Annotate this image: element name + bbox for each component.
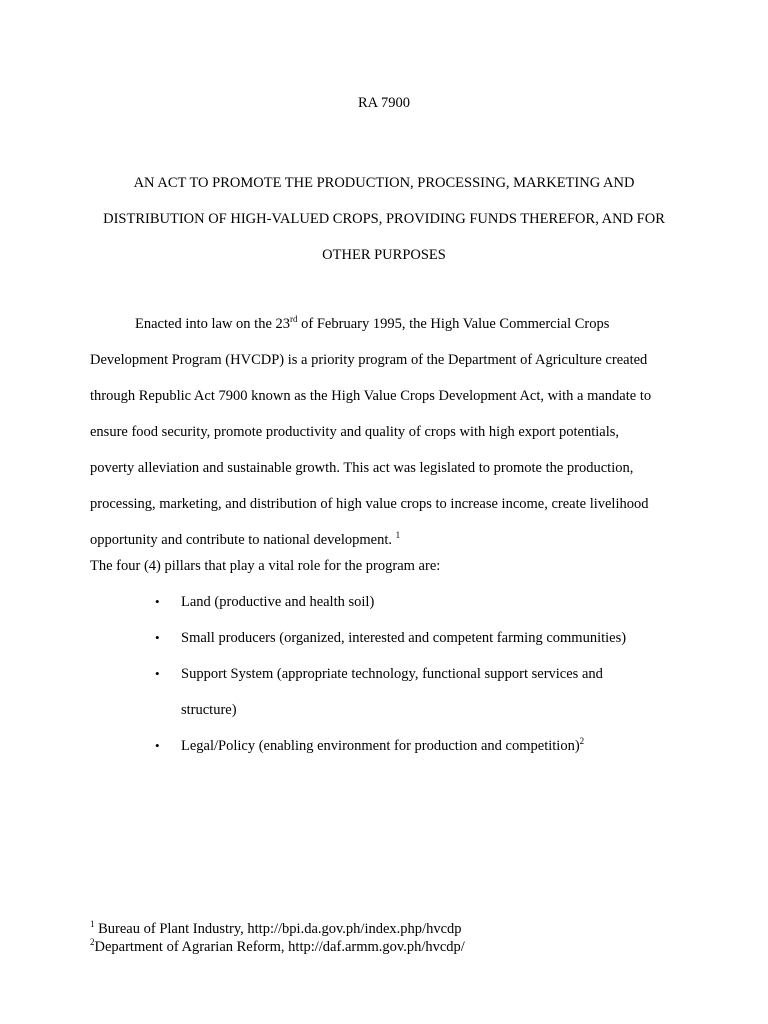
pillar-text: Support System (appropriate technology, functional support services and [181,666,603,682]
act-title-line: OTHER PURPOSES [322,247,446,263]
paragraph-text: opportunity and contribute to national development. [90,532,396,548]
paragraph-line: Development Program (HVCDP) is a priority program of the Department of Agriculture created [90,352,648,368]
paragraph-text: of February 1995, the High Value Commercial Crops [297,316,610,332]
document-code: RA 7900 [358,95,410,111]
list-item [0,620,768,656]
footnote-2 [90,938,690,956]
paragraph-line: ensure food security, promote productivity and quality of crops with high export potentials, [90,424,620,440]
bullet-icon: • [155,594,160,609]
pillars-list [0,584,768,764]
bullet-icon: • [155,666,160,681]
paragraph-line: through Republic Act 7900 known as the High Value Crops Development Act, with a mandate to [90,388,652,404]
list-item [0,656,768,728]
pillars-intro: The four (4) pillars that play a vital role for the program are: [90,558,441,574]
footnote-mark: 1 [90,919,95,929]
pillar-text: Legal/Policy (enabling environment for production and competition) [181,738,580,754]
paragraph-line: processing, marketing, and distribution of high value crops to increase income, create livelihood [90,496,649,512]
paragraph-line [90,522,680,558]
footnote-1 [90,920,690,938]
body-paragraph [90,306,680,558]
act-title-line: DISTRIBUTION OF HIGH-VALUED CROPS, PROVIDING FUNDS THEREFOR, AND FOR [103,211,665,227]
paragraph-line: poverty alleviation and sustainable growth. This act was legislated to promote the production, [90,460,634,476]
footnote-text: Bureau of Plant Industry, http://bpi.da.gov.ph/index.php/hvcdp [94,921,462,937]
pillar-text: Small producers (organized, interested and competent farming communities) [181,630,627,646]
bullet-icon: • [155,738,160,753]
act-title [90,165,678,273]
ordinal-suffix: rd [290,314,298,324]
footnote-ref-1: 1 [395,530,401,540]
pillar-text: Land (productive and health soil) [181,594,375,610]
footnote-mark: 2 [90,937,95,947]
list-item [0,584,768,620]
footnotes [90,920,690,956]
pillar-text: structure) [181,702,237,718]
paragraph-text: Enacted into law on the 23 [135,316,291,332]
act-title-line: AN ACT TO PROMOTE THE PRODUCTION, PROCESSING, MARKETING AND [133,175,635,191]
footnote-text: Department of Agrarian Reform, http://daf.armm.gov.ph/hvcdp/ [94,939,465,955]
bullet-icon: • [155,630,160,645]
list-item [0,728,768,764]
paragraph-line [90,306,680,342]
footnote-ref-2: 2 [579,736,585,746]
